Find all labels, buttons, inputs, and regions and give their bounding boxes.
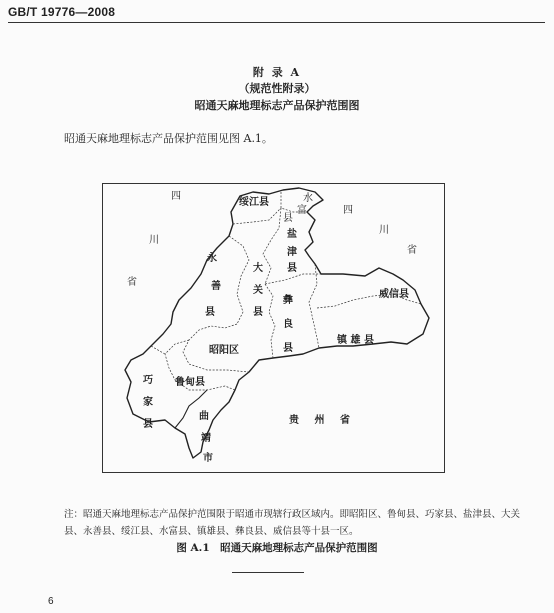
standard-code: GB/T 19776—2008 (8, 5, 116, 19)
label-qujing-1: 曲 (199, 411, 209, 422)
label-yongshan-3: 县 (205, 307, 215, 318)
label-daguan-3: 县 (253, 307, 263, 318)
label-shuifu-1: 水 (303, 193, 313, 204)
boundary-suijiang-south (233, 208, 281, 224)
label-zhaoyang: 昭阳区 (209, 345, 239, 356)
label-yiliang-2: 良 (283, 319, 293, 330)
appendix-title: 昭通天麻地理标志产品保护范围图 (194, 99, 360, 112)
map-frame (102, 183, 445, 473)
label-qujing-2: 靖 (201, 433, 211, 444)
label-yiliang-1: 彝 (283, 295, 293, 306)
boundary-daguan-yiliang (265, 284, 275, 358)
figure-caption: 图 A.1 昭通天麻地理标志产品保护范围图 (176, 542, 378, 554)
boundary-yanjin-west (263, 208, 281, 284)
label-yongshan-1: 永 (207, 253, 217, 264)
label-daguan-1: 大 (253, 263, 263, 274)
label-qujing-3: 市 (203, 453, 213, 464)
boundary-yiliang-zhenxiong (309, 264, 319, 348)
map-note: 注：昭通天麻地理标志产品保护范围限于昭通市现辖行政区域内。即昭阳区、鲁甸县、巧家县、盐津县、大关县、永善县、绥江县、水富县、镇雄县、彝良县、威信县等十县一区。 (64, 509, 521, 537)
footer-rule (232, 572, 304, 573)
label-yongshan-2: 善 (211, 281, 221, 292)
label-sichuan-right-3: 省 (407, 245, 417, 256)
label-shuifu-2: 富 (297, 205, 307, 216)
label-zhenxiong: 镇 雄 县 (337, 335, 374, 346)
intro-text: 昭通天麻地理标志产品保护范围见图 A.1。 (64, 132, 273, 145)
label-qiaojia-2: 家 (143, 397, 153, 408)
boundary-qujing (175, 390, 207, 428)
label-sichuan-left-2: 川 (149, 235, 159, 246)
appendix-label: 附 录 A (252, 66, 302, 79)
boundary-yongshan-daguan (229, 236, 249, 324)
label-qiaojia-1: 巧 (143, 375, 153, 386)
header-rule (8, 22, 545, 23)
boundary-yanjin-yiliang (265, 274, 321, 284)
page-number: 6 (48, 596, 54, 607)
zhaotong-map (103, 184, 446, 474)
label-sichuan-left-3: 省 (127, 277, 137, 288)
label-yanjin-2: 津 (287, 247, 297, 258)
label-weixin: 威信县 (379, 289, 409, 300)
boundary-qiaojia (151, 346, 165, 354)
appendix-type: （规范性附录） (238, 82, 316, 95)
label-ludian: 鲁甸县 (175, 377, 205, 388)
label-qiaojia-3: 县 (143, 419, 153, 430)
label-yanjin-1: 盐 (287, 229, 297, 240)
label-shuifu-3: 县 (283, 213, 293, 224)
label-sichuan-right-2: 川 (379, 225, 389, 236)
label-guizhou: 贵 州 省 (289, 415, 356, 426)
label-suijiang: 绥江县 (239, 197, 269, 208)
label-yanjin-3: 县 (287, 263, 297, 274)
label-daguan-2: 关 (253, 285, 263, 296)
label-sichuan-right-1: 四 (343, 205, 353, 216)
label-yiliang-3: 县 (283, 343, 293, 354)
label-sichuan-left-1: 四 (171, 191, 181, 202)
